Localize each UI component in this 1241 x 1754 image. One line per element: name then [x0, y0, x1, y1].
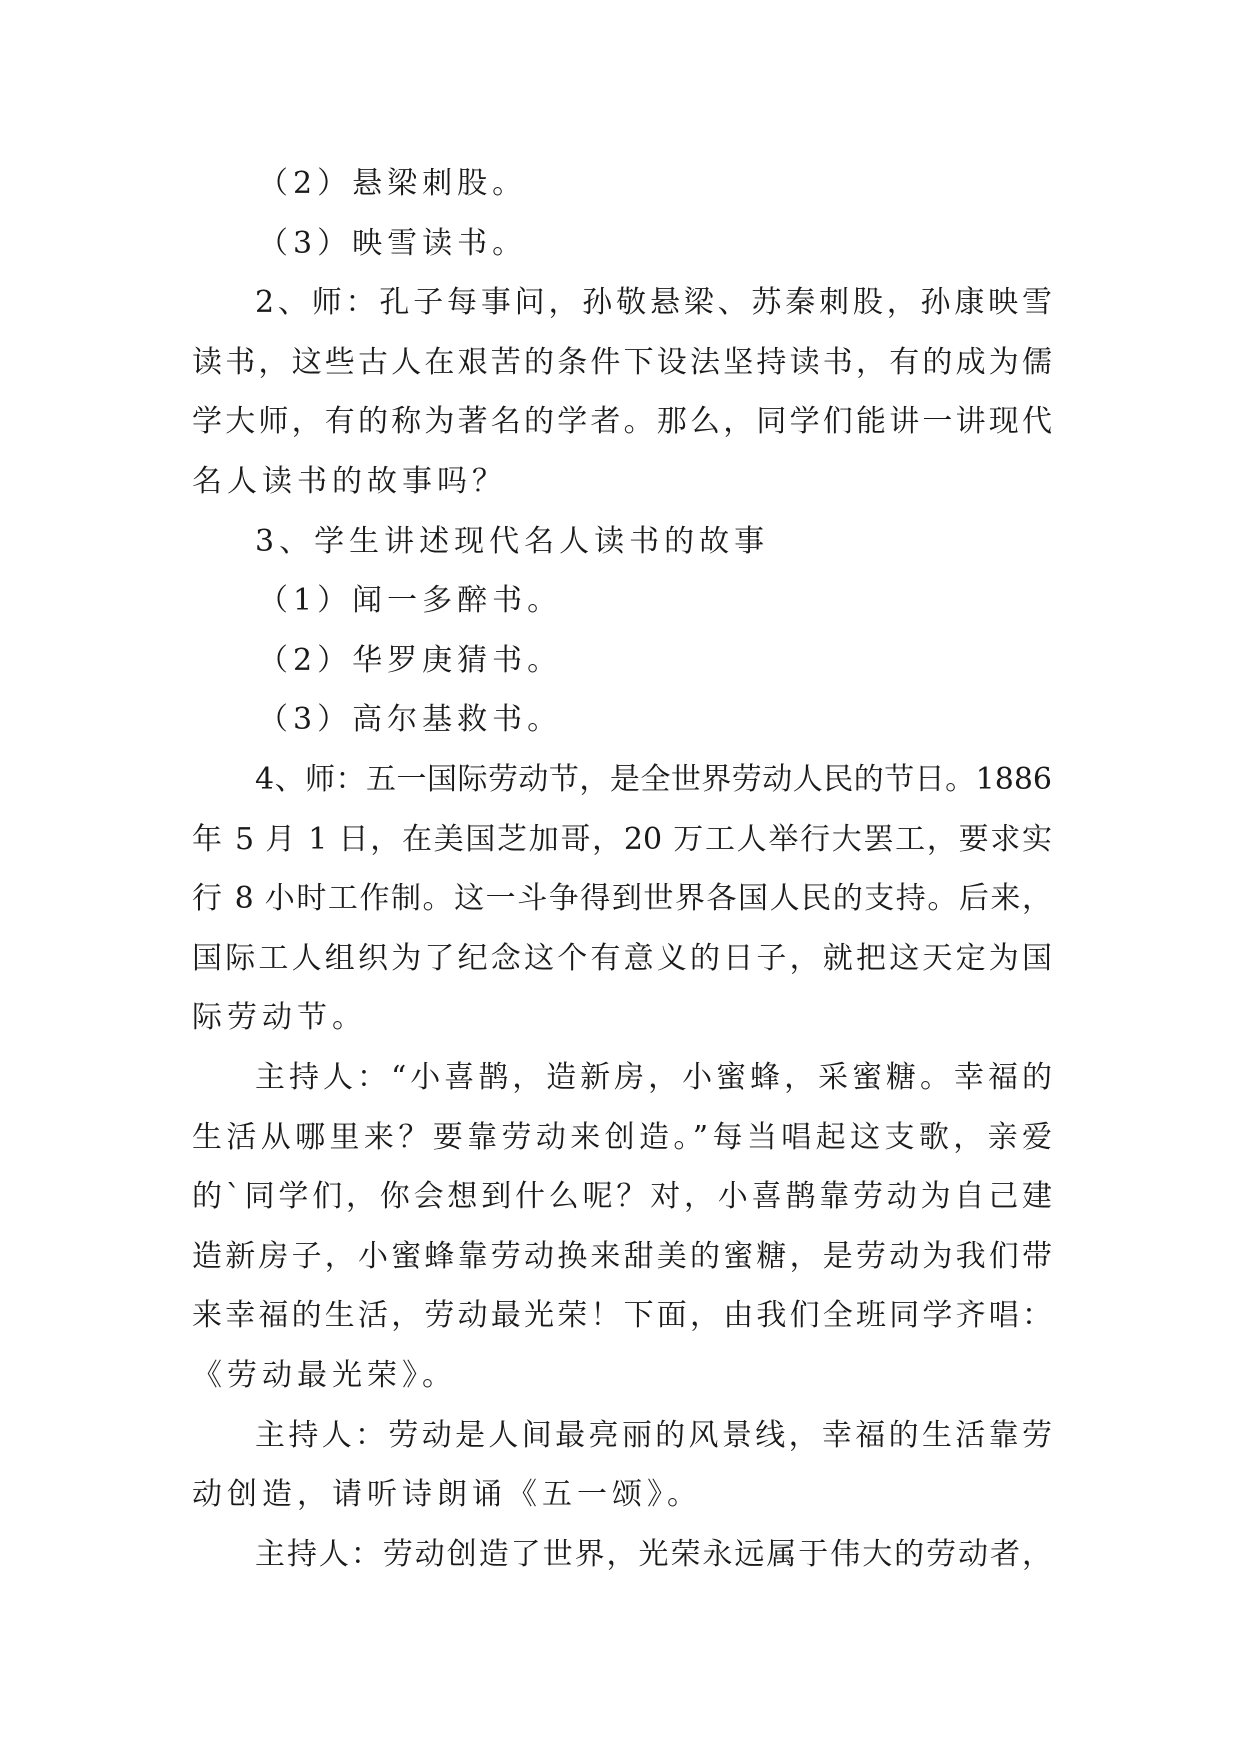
paragraph-line: 4、师：五一国际劳动节，是全世界劳动人民的节日。1886 — [255, 762, 1052, 797]
paragraph-line: 来幸福的生活，劳动最光荣！下面，由我们全班同学齐唱： — [192, 1298, 1052, 1333]
paragraph-line: 行 8 小时工作制。这一斗争得到世界各国人民的支持。后来， — [192, 881, 1052, 916]
paragraph-line: 主持人：劳动是人间最亮丽的风景线，幸福的生活靠劳 — [255, 1418, 1052, 1453]
paragraph-line: 动创造，请听诗朗诵《五一颂》。 — [192, 1477, 702, 1512]
paragraph-line: 名人读书的故事吗？ — [192, 464, 507, 499]
paragraph-line: 际劳动节。 — [192, 1000, 367, 1035]
paragraph-line: 2、师：孔子每事问，孙敬悬梁、苏秦刺股，孙康映雪 — [255, 285, 1052, 320]
paragraph-line: 国际工人组织为了纪念这个有意义的日子，就把这天定为国 — [192, 941, 1052, 976]
list-item: （3）高尔基救书。 — [258, 702, 563, 737]
paragraph-line: 3、学生讲述现代名人读书的故事 — [255, 524, 770, 559]
paragraph-line: 学大师，有的称为著名的学者。那么，同学们能讲一讲现代 — [192, 404, 1052, 439]
paragraph-line: 年 5 月 1 日，在美国芝加哥，20 万工人举行大罢工，要求实 — [192, 822, 1052, 857]
list-item: （2）悬梁刺股。 — [258, 166, 528, 201]
list-item: （2）华罗庚猜书。 — [258, 643, 563, 678]
list-item: （1）闻一多醉书。 — [258, 583, 563, 618]
paragraph-line: 的`同学们，你会想到什么呢？对，小喜鹊靠劳动为自己建 — [192, 1179, 1052, 1214]
paragraph-line: 读书，这些古人在艰苦的条件下设法坚持读书，有的成为儒 — [192, 345, 1052, 380]
paragraph-line: 《劳动最光荣》。 — [192, 1358, 457, 1393]
paragraph-line: 生活从哪里来？要靠劳动来创造。”每当唱起这支歌，亲爱 — [192, 1120, 1052, 1155]
paragraph-line: 主持人：劳动创造了世界，光荣永远属于伟大的劳动者， — [255, 1537, 1052, 1572]
paragraph-line: 主持人：“小喜鹊，造新房，小蜜蜂，采蜜糖。幸福的 — [255, 1060, 1052, 1095]
list-item: （3）映雪读书。 — [258, 226, 528, 261]
paragraph-line: 造新房子，小蜜蜂靠劳动换来甜美的蜜糖，是劳动为我们带 — [192, 1239, 1052, 1274]
